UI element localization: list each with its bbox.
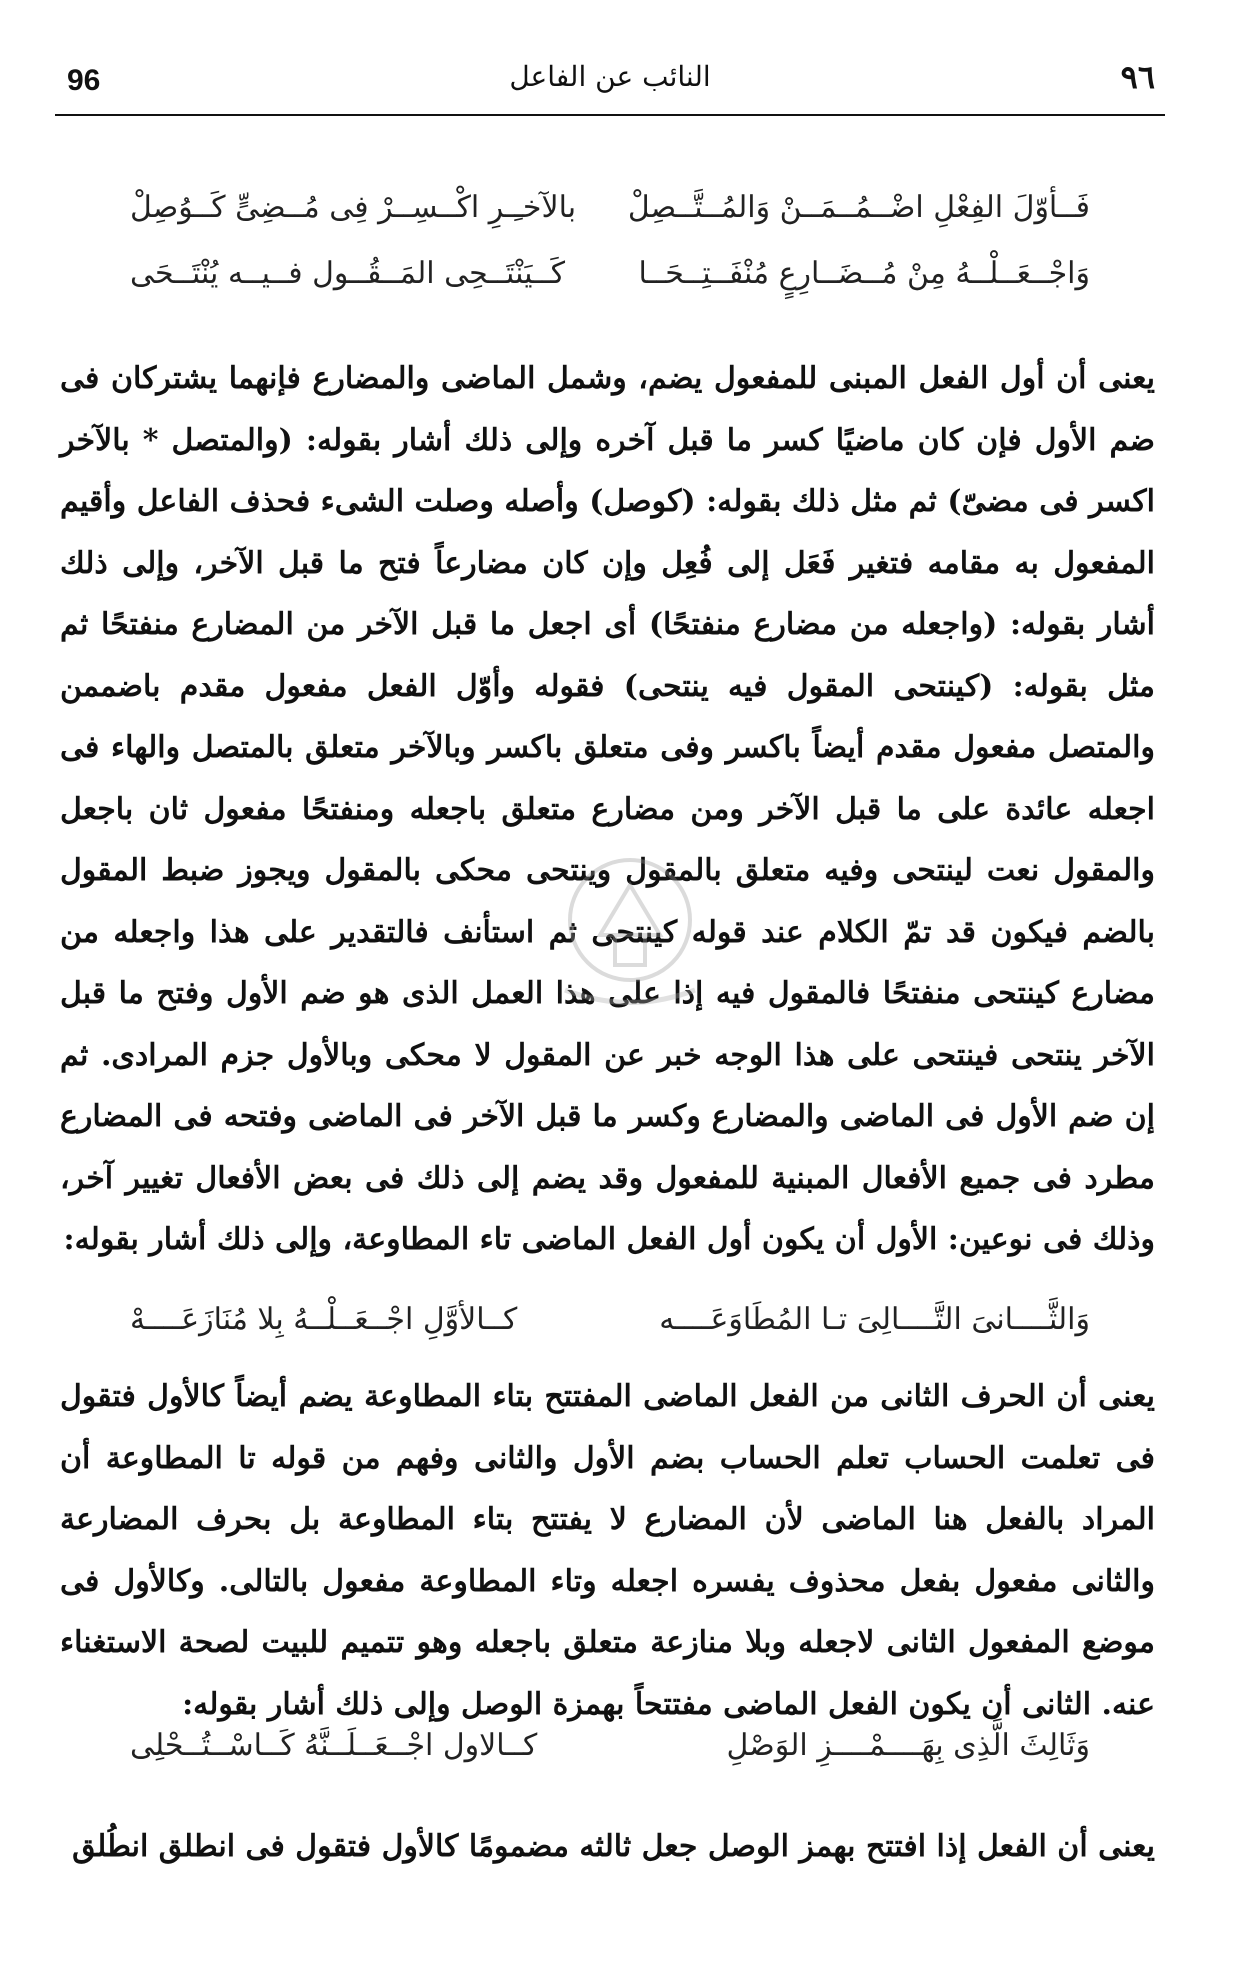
running-title: النائب عن الفاعل	[509, 60, 711, 93]
arabic-page-number: ٩٦	[1120, 58, 1155, 96]
verse-line	[130, 1728, 1090, 1788]
verse-first-hemistich: وَاجْــعَــلْــهُ مِنْ مُــضَــارِعٍ مُنْفَــتِــحَــا	[638, 256, 1090, 291]
verse-line	[130, 1302, 1090, 1362]
verse-first-hemistich: فَــأوّلَ الفِعْلِ اضْــمُــمَــنْ وَالمُــتَّــصِلْ	[627, 190, 1090, 225]
verse-second-hemistich: كــالأوَّلِ اجْــعَــلْــهُ بِلا مُنَازَعَــــهْ	[130, 1302, 518, 1337]
library-watermark	[545, 840, 715, 1020]
verse-line	[130, 190, 1090, 250]
commentary-paragraph: يعنى أن الحرف الثانى من الفعل الماضى المفتتح بتاء المطاوعة يضم أيضاً كالأول فتقول فى تعلمت الحساب تعلم الحساب بضم الأول والثانى وفهم من قوله تا المطاوعة أن المراد بالفعل هنا الماضى لأن المضارع لا يفتتح بتاء المطاوعة بل بحرف المضارعة والثانى مفعول بفعل محذوف يفسره اجعله وتاء المطاوعة مفعول بالتالى. وكالأول فى موضع المفعول الثانى لاجعله وبلا منازعة متعلق باجعله وهو تتميم للبيت لصحة الاستغناء عنه. الثانى أن يكون الفعل الماضى مفتتحاً بهمزة الوصل وإلى ذلك أشار بقوله:	[60, 1379, 1155, 1722]
verse-first-hemistich: وَالثَّــــانىَ التَّــــالِىَ تـا المُطَاوَعَــــه	[659, 1302, 1090, 1337]
page-header	[55, 52, 1165, 116]
latin-page-number: 96	[67, 64, 101, 97]
commentary-paragraph: يعنى أن الفعل إذا افتتح بهمز الوصل جعل ثالثه مضمومًا كالأول فتقول فى انطلق انطُلق	[72, 1829, 1155, 1864]
verse-second-hemistich: بالآخـِـرِ اكْــسِــرْ فِى مُــضِىٍّ كَــوُصِلْ	[130, 190, 577, 225]
verse-first-hemistich: وَثَالِثَ الَّذِى بِهَــــمْــــزِ الوَصْلِ	[726, 1728, 1090, 1763]
verse-second-hemistich: كَــيَنْتَــحِى المَــقُــول فــيــه يُنْتَــحَى	[130, 256, 566, 291]
verse-line	[130, 256, 1090, 316]
verse-second-hemistich: كــالاول اجْــعَــلَــنَّهُ كَــاسْــتُــحْلِى	[130, 1728, 538, 1763]
commentary-paragraph: يعنى أن أول الفعل المبنى للمفعول يضم، وشمل الماضى والمضارع فإنهما يشتركان فى ضم الأول فإن كان ماضيًا كسر ما قبل آخره وإلى ذلك أشار بقوله: (والمتصل * بالآخر اكسر فى مضىّ) ثم مثل ذلك بقوله: (كوصل) وأصله وصلت الشىء فحذف الفاعل وأقيم المفعول به مقامه فتغير فَعَل إلى فُعِل وإن كان مضارعاً فتح ما قبل الآخر، وإلى ذلك أشار بقوله: (واجعله من مضارع منفتحًا) أى اجعل ما قبل الآخر من المضارع منفتحًا ثم مثل بقوله: (كينتحى المقول فيه ينتحى) فقوله وأوّل الفعل مفعول مقدم باضممن والمتصل مفعول مقدم أيضاً باكسر وفى متعلق باكسر وبالآخر متعلق بالمتصل والهاء فى اجعله عائدة على ما قبل الآخر ومن مضارع متعلق باجعله ومنفتحًا مفعول ثان باجعل والمقول نعت لينتحى وفيه متعلق بالمقول وينتحى محكى بالمقول ويجوز ضبط المقول بالضم فيكون قد تمّ الكلام عند قوله كينتحى ثم استأنف فالتقدير على هذا واجعله من مضارع كينتحى منفتحًا فالمقول فيه إذا على هذا العمل الذى هو ضم الأول وفتح ما قبل الآخر ينتحى فينتحى على هذا الوجه خبر عن المقول لا محكى وبالأول جزم المرادى. ثم إن ضم الأول فى الماضى والمضارع وكسر ما قبل الآخر فى الماضى وفتحه فى المضارع مطرد فى جميع الأفعال المبنية للمفعول وقد يضم إلى ذلك فى بعض الأفعال تغيير آخر، وذلك فى نوعين: الأول أن يكون أول الفعل الماضى تاء المطاوعة، وإلى ذلك أشار بقوله:	[60, 361, 1155, 1257]
